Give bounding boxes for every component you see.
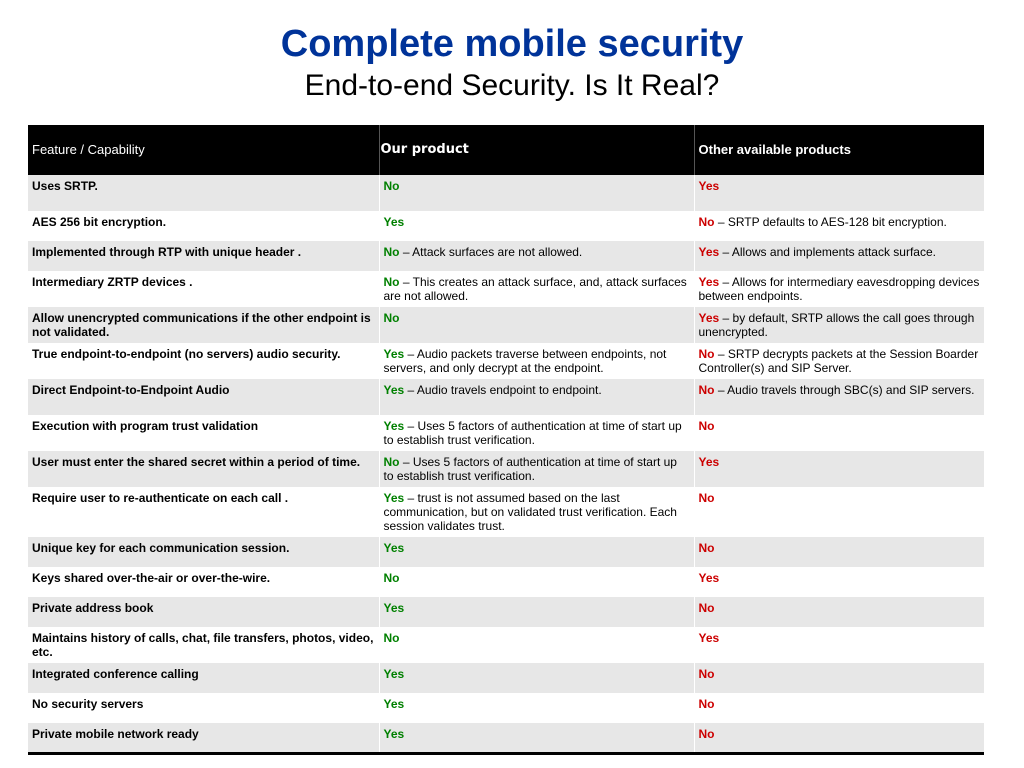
our-value: Yes [383, 667, 405, 681]
our-value: No [383, 455, 400, 469]
feature-cell: Execution with program trust validation [28, 415, 379, 451]
table-row [28, 241, 984, 271]
our-cell [379, 343, 694, 379]
our-value: No [383, 311, 400, 325]
other-value: No [698, 727, 715, 741]
our-value: Yes [383, 347, 405, 361]
table-row [28, 597, 984, 627]
other-cell [694, 343, 984, 379]
our-value: Yes [383, 215, 405, 229]
other-value: Yes [698, 455, 720, 469]
feature-cell: Implemented through RTP with unique header . [28, 241, 379, 271]
other-cell [694, 307, 984, 343]
our-cell [379, 537, 694, 567]
page-subtitle: End-to-end Security. Is It Real? [304, 69, 720, 102]
other-value: Yes [698, 275, 720, 289]
other-value: No [698, 541, 715, 555]
other-note: – SRTP decrypts packets at the Session Boarder Controller(s) and SIP Server. [698, 347, 979, 375]
table-row [28, 627, 984, 663]
other-value: Yes [698, 631, 720, 645]
table-row [28, 175, 984, 211]
other-cell [694, 241, 984, 271]
feature-cell: Direct Endpoint-to-Endpoint Audio [28, 379, 379, 415]
feature-cell: No security servers [28, 693, 379, 723]
other-cell [694, 537, 984, 567]
table-body [28, 175, 984, 753]
other-value: No [698, 419, 715, 433]
table-row [28, 451, 984, 487]
other-cell [694, 451, 984, 487]
table-header [28, 125, 984, 175]
other-cell [694, 379, 984, 415]
other-note: – Audio travels through SBC(s) and SIP servers. [714, 383, 975, 397]
table-row [28, 379, 984, 415]
other-cell [694, 271, 984, 307]
our-cell [379, 487, 694, 537]
other-cell [694, 597, 984, 627]
other-value: Yes [698, 245, 720, 259]
our-cell [379, 211, 694, 241]
our-value: Yes [383, 491, 405, 505]
our-note: – Uses 5 factors of authentication at time of start up to establish trust verification. [383, 455, 677, 483]
feature-cell: Intermediary ZRTP devices . [28, 271, 379, 307]
our-note: – trust is not assumed based on the last communication, but on validated trust verification. Each session validates trust. [383, 491, 677, 533]
our-value: No [383, 571, 400, 585]
other-note: – Allows for intermediary eavesdropping devices between endpoints. [698, 275, 980, 303]
page-title: Complete mobile security [280, 23, 744, 65]
our-cell [379, 663, 694, 693]
other-cell [694, 415, 984, 451]
other-value: No [698, 697, 715, 711]
feature-cell: Integrated conference calling [28, 663, 379, 693]
other-value: Yes [698, 179, 720, 193]
other-cell [694, 663, 984, 693]
other-note: – by default, SRTP allows the call goes through unencrypted. [698, 311, 975, 339]
our-note: – This creates an attack surface, and, attack surfaces are not allowed. [383, 275, 687, 303]
table-row [28, 271, 984, 307]
our-note: – Audio packets traverse between endpoints, not servers, and only decrypt at the endpoint. [383, 347, 667, 375]
header-row [28, 125, 984, 175]
other-value: Yes [698, 571, 720, 585]
feature-cell: Keys shared over-the-air or over-the-wire. [28, 567, 379, 597]
our-value: Yes [383, 541, 405, 555]
our-cell [379, 597, 694, 627]
comparison-table [28, 125, 984, 755]
table-row [28, 307, 984, 343]
other-value: No [698, 383, 715, 397]
feature-cell: Allow unencrypted communications if the other endpoint is not validated. [28, 307, 379, 343]
our-cell [379, 241, 694, 271]
our-cell [379, 379, 694, 415]
table-row [28, 723, 984, 753]
feature-cell: Private address book [28, 597, 379, 627]
our-cell [379, 271, 694, 307]
other-cell [694, 175, 984, 211]
our-value: Yes [383, 697, 405, 711]
our-cell [379, 567, 694, 597]
table-row [28, 567, 984, 597]
our-value: Yes [383, 419, 405, 433]
table-row [28, 693, 984, 723]
our-cell [379, 723, 694, 753]
feature-cell: Maintains history of calls, chat, file transfers, photos, video, etc. [28, 627, 379, 663]
our-value: Yes [383, 601, 405, 615]
our-cell [379, 307, 694, 343]
our-value: No [383, 245, 400, 259]
feature-cell: Unique key for each communication session. [28, 537, 379, 567]
other-value: No [698, 491, 715, 505]
our-value: Yes [383, 727, 405, 741]
our-note: – Uses 5 factors of authentication at time of start up to establish trust verification. [383, 419, 682, 447]
table-row [28, 537, 984, 567]
other-cell [694, 693, 984, 723]
other-cell [694, 487, 984, 537]
other-cell [694, 627, 984, 663]
our-note: – Audio travels endpoint to endpoint. [404, 383, 602, 397]
feature-cell: Require user to re-authenticate on each call . [28, 487, 379, 537]
our-cell [379, 627, 694, 663]
other-value: No [698, 667, 715, 681]
other-note: – SRTP defaults to AES-128 bit encryption. [714, 215, 947, 229]
feature-cell: User must enter the shared secret within a period of time. [28, 451, 379, 487]
other-note: – Allows and implements attack surface. [719, 245, 936, 259]
other-value: Yes [698, 311, 720, 325]
feature-cell: True endpoint-to-endpoint (no servers) audio security. [28, 343, 379, 379]
header-other-products: Other available products [694, 125, 984, 175]
our-cell [379, 693, 694, 723]
feature-cell: AES 256 bit encryption. [28, 211, 379, 241]
other-value: No [698, 215, 715, 229]
our-value: Yes [383, 383, 405, 397]
other-value: No [698, 347, 715, 361]
our-value: No [383, 275, 400, 289]
header-our-product: Our product [379, 125, 694, 175]
other-cell [694, 567, 984, 597]
our-cell [379, 451, 694, 487]
our-cell [379, 415, 694, 451]
table-row [28, 487, 984, 537]
feature-cell: Uses SRTP. [28, 175, 379, 211]
feature-cell: Private mobile network ready [28, 723, 379, 753]
table-row [28, 211, 984, 241]
other-value: No [698, 601, 715, 615]
our-cell [379, 175, 694, 211]
our-value: No [383, 631, 400, 645]
our-note: – Attack surfaces are not allowed. [399, 245, 583, 259]
header-feature: Feature / Capability [28, 125, 379, 175]
other-cell [694, 211, 984, 241]
other-cell [694, 723, 984, 753]
table-row [28, 343, 984, 379]
our-value: No [383, 179, 400, 193]
table-row [28, 415, 984, 451]
table-row [28, 663, 984, 693]
